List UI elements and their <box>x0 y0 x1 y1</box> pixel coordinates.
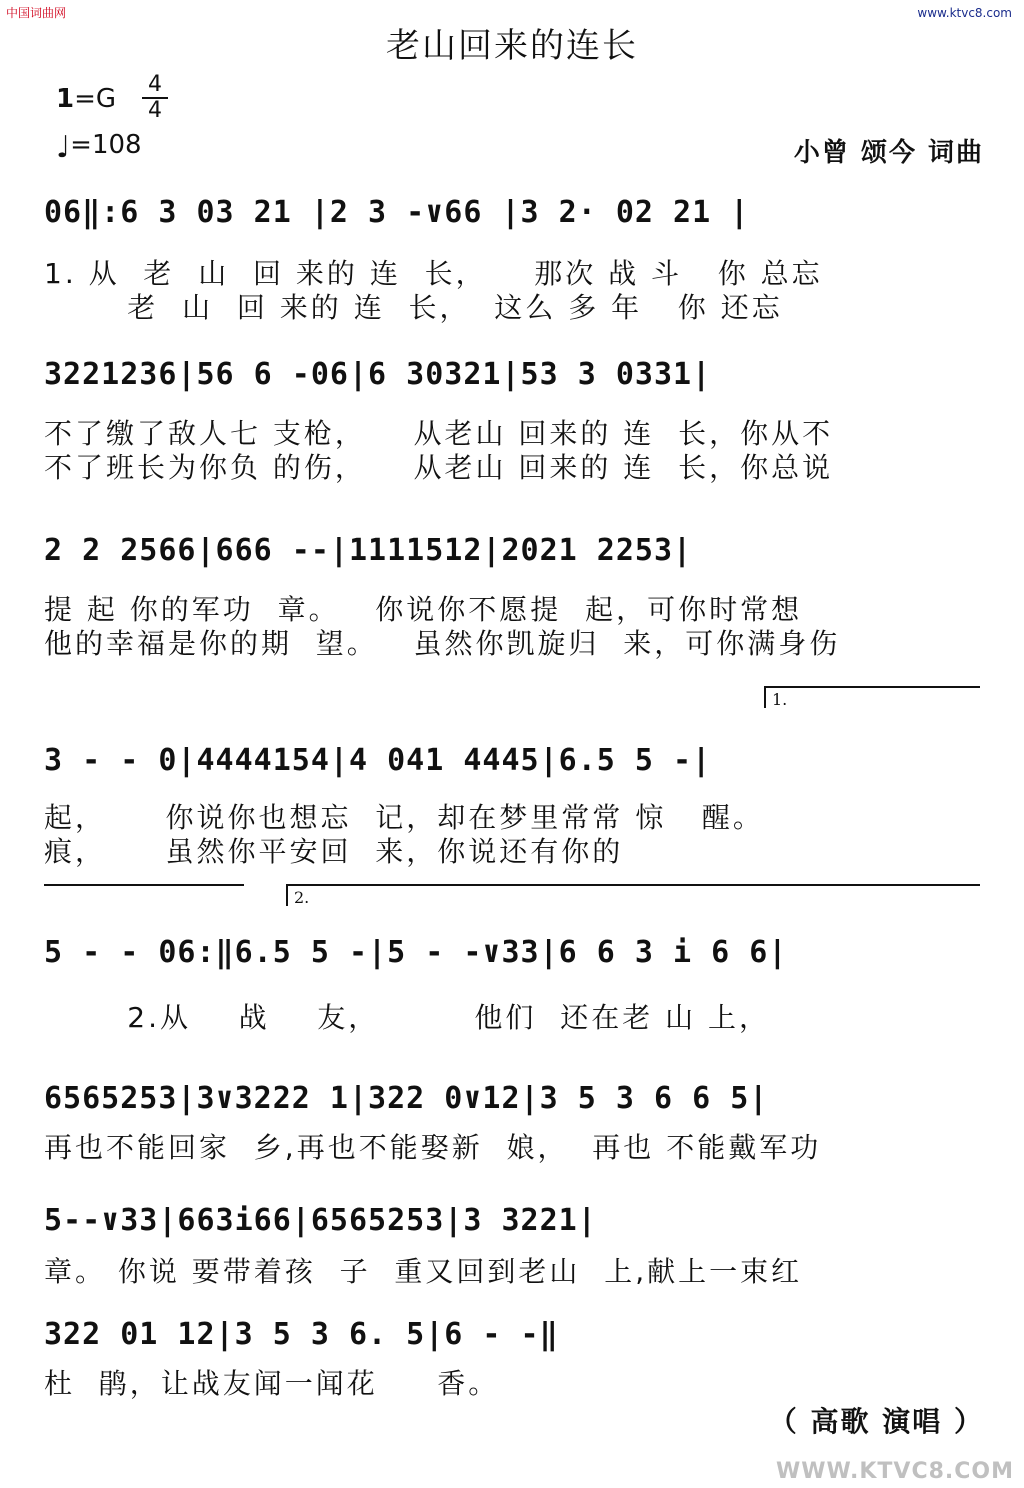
lyric-line-3a: 提 起 你的军功 章。 你说你不愿提 起，可你时常想 <box>44 593 803 626</box>
watermark: WWW.KTVC8.COM <box>776 1459 1014 1484</box>
lyric-line-2b: 不了班长为你负 的伤， 从老山 回来的 连 长，你总说 <box>44 451 834 484</box>
volta-2-label: 2. <box>294 888 310 907</box>
volta-2-bracket <box>286 884 980 886</box>
lyric-line-8a: 杜 鹃，让战友闻一闻花 香。 <box>44 1367 500 1400</box>
lyric-line-1a: 1. 从 老 山 回 来的 连 长， 那次 战 斗 你 总忘 <box>44 257 823 290</box>
time-signature <box>142 74 168 122</box>
time-beats: 4 <box>148 72 162 97</box>
notation-line-2: 3221236|56 6 -06|6 30321|53 3 0331| <box>44 356 712 392</box>
notation-line-1: 06‖:6 3 03 21 |2 3 -∨66 |3 2· 02 21 | <box>44 194 750 230</box>
volta-1-label: 1. <box>772 690 788 709</box>
volta-2-tick <box>286 884 288 906</box>
key-equals: = <box>74 84 96 114</box>
tempo-value: =108 <box>70 130 142 160</box>
lyric-line-3b: 他的幸福是你的期 望。 虽然你凯旋归 来，可你满身伤 <box>44 627 841 660</box>
time-unit: 4 <box>148 98 162 123</box>
notation-line-3: 2 2 2566|666 --|1111512|2021 2253| <box>44 532 693 568</box>
lyric-line-1b: 老 山 回 来的 连 长， 这么 多 年 你 还忘 <box>44 291 783 324</box>
key-tonic: G <box>95 84 117 114</box>
volta-1-continuation <box>44 884 244 886</box>
notation-line-5: 5 - - 06:‖6.5 5 -|5 - -∨33|6 6 3 i 6 6| <box>44 934 788 970</box>
notation-line-7: 5--∨33|663i66|6565253|3 3221| <box>44 1202 597 1238</box>
lyric-line-2a: 不了缴了敌人七 支枪， 从老山 回来的 连 长，你从不 <box>44 417 834 450</box>
lyric-line-7a: 章。 你说 要带着孩 子 重又回到老山 上,献上一束红 <box>44 1255 803 1288</box>
volta-1-bracket <box>764 686 980 688</box>
key-signature <box>56 84 116 114</box>
quarter-note-icon: ♩ <box>56 130 71 165</box>
lyric-line-6a: 再也不能回家 乡,再也不能娶新 娘， 再也 不能戴军功 <box>44 1131 822 1164</box>
tempo-marking <box>56 130 142 165</box>
lyric-line-5a: 2.从 战 友， 他们 还在老 山 上， <box>44 1001 771 1034</box>
site-logo-left: 中国词曲网 <box>6 6 67 20</box>
song-title: 老山回来的连长 <box>386 26 638 66</box>
notation-line-4: 3 - - 0|4444154|4 041 4445|6.5 5 -| <box>44 742 712 778</box>
notation-line-8: 322 01 12|3 5 3 6. 5|6 - -‖ <box>44 1316 559 1352</box>
site-url: www.ktvc8.com <box>917 6 1012 20</box>
key-do: 1 <box>56 84 75 114</box>
lyric-line-4b: 痕， 虽然你平安回 来，你说还有你的 <box>44 835 624 868</box>
performer-credit: （ 高歌 演唱 ） <box>768 1405 984 1438</box>
author-credit: 小曾 颂今 词曲 <box>793 138 984 168</box>
notation-line-6: 6565253|3∨3222 1|322 0∨12|3 5 3 6 6 5| <box>44 1080 769 1116</box>
lyric-line-4a: 起， 你说你也想忘 记，却在梦里常常 惊 醒。 <box>44 801 764 834</box>
volta-1-tick <box>764 686 766 708</box>
